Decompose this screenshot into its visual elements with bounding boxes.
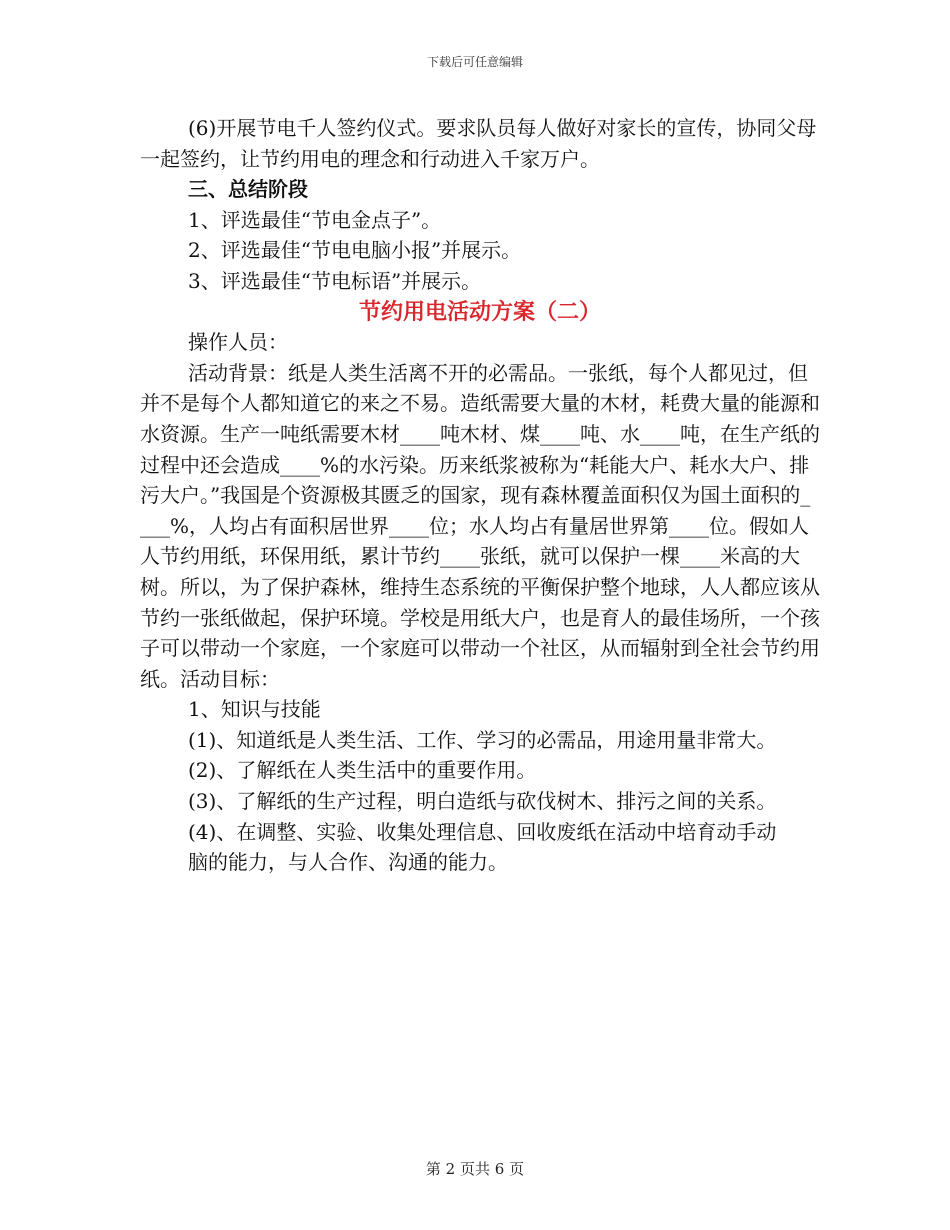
page-header: 下载后可任意编辑	[426, 55, 523, 69]
page-footer: 第 2 页共 6 页	[425, 1160, 525, 1178]
list-item-knowledge-skills: 1、知识与技能	[188, 697, 321, 722]
list-item-goal-2: (2)、了解纸在人类生活中的重要作用。	[188, 758, 537, 783]
document-title: 节约用电活动方案（二）	[358, 298, 601, 325]
list-item-goal-1: (1)、知道纸是人类生活、工作、学习的必需品，用途用量非常大。	[188, 727, 777, 752]
list-item-goal-4: (4)、在调整、实验、收集处理信息、回收废纸在活动中培育动手动	[188, 819, 777, 844]
list-item-goal-3: (3)、了解纸的生产过程，明白造纸与砍伐树木、排污之间的关系。	[188, 789, 777, 814]
paragraph-operators: 操作人员：	[188, 330, 288, 355]
paragraph-background: 活动背景：纸是人类生活离不开的必需品。一张纸，每个人都见过，但并不是每个人都知道它的来之不易。造纸需要大量的木材，耗费大量的能源和水资源。生产一吨纸需要木材____吨木材、煤____吨、水____吨，在生产纸的过程中还会造成____%的水污染。历来纸浆被称为“耗能大户、耗水大户、排污大户。”我国是个资源极其匮乏的国家，现有森林覆盖面积仅为国土面积的____%，人均占有面积居世界____位；水人均占有量居世界第____位。假如人人节约用纸，环保用纸，累计节约____张纸，就可以保护一棵____米高的大树。所以，为了保护森林，维持生态系统的平衡保护整个地球，人人都应该从节约一张纸做起，保护环境。学校是用纸大户，也是育人的最佳场所，一个孩子可以带动一个家庭，一个家庭可以带动一个社区，从而辐射到全社会节约用纸。活动目标：	[140, 360, 820, 691]
document-body	[140, 113, 820, 878]
section-heading-summary: 三、总结阶段	[188, 177, 308, 202]
list-item-goal-4-continued: 脑的能力，与人合作、沟通的能力。	[188, 850, 508, 875]
list-item-best-ideas: 1、评选最佳“节电金点子”。	[188, 207, 442, 232]
list-item-best-slogan: 3、评选最佳“节电标语”并展示。	[188, 268, 482, 293]
paragraph-signing-ceremony: (6)开展节电千人签约仪式。要求队员每人做好对家长的宣传，协同父母一起签约，让节约用电的理念和行动进入千家万户。	[140, 116, 817, 171]
list-item-best-newspaper: 2、评选最佳“节电电脑小报”并展示。	[188, 238, 522, 263]
